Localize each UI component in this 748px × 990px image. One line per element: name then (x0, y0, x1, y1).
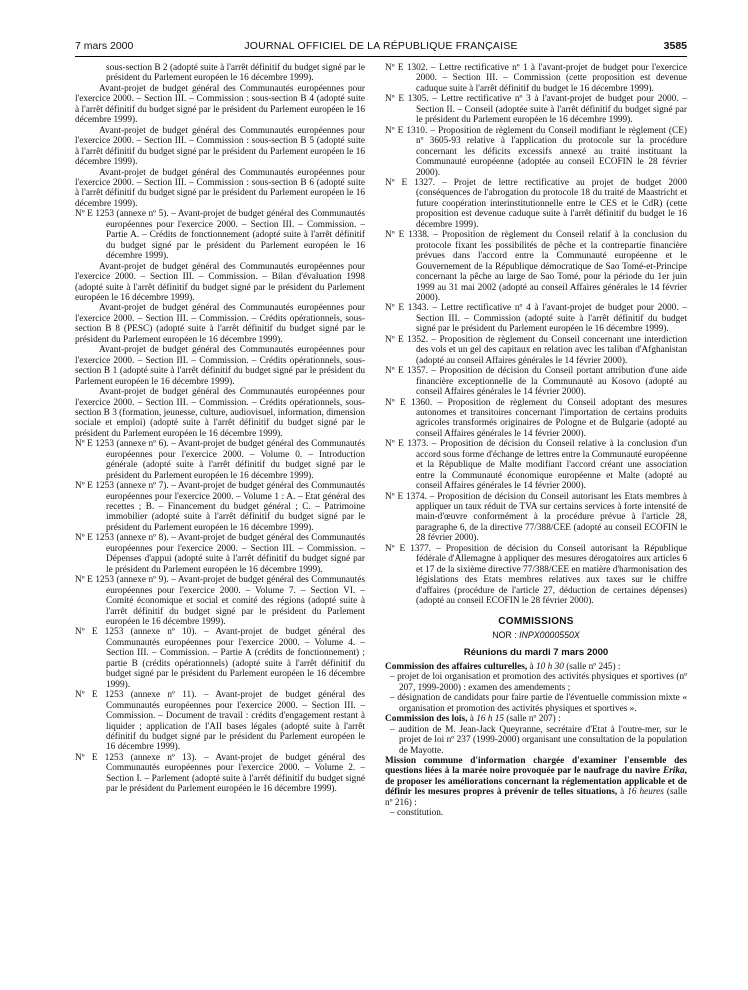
document-entry: Nº E 1338. – Proposition de règlement du Conseil relatif à la conclusion du protocole fixant les possibilités de pêche et la contrepartie financière prévues dans l'accord entre la Communauté européenne et le Gouvernement de la République démocratique de Sao Tomé-et-Principe concernant la pêche au large de Sao Tomé, pour la période du 1er juin 1999 au 31 mai 2002 (adopté au conseil Affaires générales le 14 février 2000). (385, 230, 687, 303)
entry-paragraph: Avant-projet de budget général des Communautés européennes pour l'exercice 2000. – Section III. – Commission. – Crédits opérationnels, sous-section B 8 (PESC) (adopté suite à l'arrêt définitif du budget signé par le président du Parlement européen le 16 décembre 1999). (75, 303, 365, 345)
running-header (75, 40, 687, 54)
header-rule (75, 56, 687, 57)
document-entry: Nº E 1253 (annexe nº 11). – Avant-projet de budget général des Communautés européennes pour l'exercice 2000. – Section III. – Commission. – Document de travail : crédits d'engagement restant à liquider ; application de l'AII bases légales (adopté suite à l'arrêt définitif du budget signé par le président du Parlement européen le 16 décembre 1999). (75, 690, 365, 753)
agenda-item: – constitution. (390, 808, 444, 819)
right-entries (385, 63, 687, 607)
commission-culturelles: Commission des affaires culturelles, à 10 h 30 (salle nº 245) : (385, 661, 621, 672)
agenda-item: – désignation de candidats pour faire partie de l'éventuelle commission mixte « organisation et promotion des activités physiques et sportives ». (390, 693, 687, 714)
meeting-heading: Réunions du mardi 7 mars 2000 (463, 647, 609, 659)
document-entry: Nº E 1377. – Proposition de décision du Conseil autorisant la République fédérale d'Allemagne à appliquer des mesures dérogatoires aux articles 6 et 17 de la sixième directive 77/388/CEE en matière d'harmonisation des législations des Etats membres relatives aux taxes sur le chiffre d'affaires (procédure de l'article 27, déduction de certaines dépenses) (adopté au conseil ECOFIN le 28 février 2000). (385, 543, 687, 607)
document-entry: Nº E 1253 (annexe nº 5). – Avant-projet de budget général des Communautés européennes pour l'exercice 2000. – Section III. – Commission. – Partie A. – Crédits de fonctionnement (adopté suite à l'arrêt définitif du budget signé par le président du Parlement européen le 16 décembre 1999). (75, 209, 365, 262)
document-entry: Nº E 1327. – Projet de lettre rectificative au projet de budget 2000 (conséquences de l'abrogation du protocole 18 du traité de Maastricht et future coopération interinstitutionnelle entre le CES et le CdR) (cette proposition est devenue caduque suite à l'arrêt définitif du budget le 16 décembre 1999). (385, 177, 687, 230)
agenda-item: – projet de loi organisation et promotion des activités physiques et sportives (nº 207, 1999-2000) : examen des amendements ; (390, 672, 687, 693)
entry-paragraph: Avant-projet de budget général des Communautés européennes pour l'exercice 2000. – Section III. – Commission. – Bilan d'évaluation 1998 (adopté suite à l'arrêt définitif du budget signé par le président du Parlement européen le 16 décembre 1999). (75, 261, 365, 303)
document-entry: Nº E 1360. – Proposition de règlement du Conseil adoptant des mesures autonomes et transitoires concernant l'importation de certains produits agricoles transformés originaires de Pologne et de Bulgarie (adopté au conseil Affaires générales le 14 février 2000). (385, 397, 687, 439)
document-entry: Nº E 1302. – Lettre rectificative nº 1 à l'avant-projet de budget pour l'exercice 2000. – Section III. – Commission (cette proposition est devenue caduque suite à l'arrêt définitif du budget le 16 décembre 1999). (385, 63, 687, 94)
entry-paragraph: Avant-projet de budget général des Communautés européennes pour l'exercice 2000. – Section III. – Commission. – Crédits opérationnels, sous-section B 1 (adopté suite à l'arrêt définitif du budget signé par le président du Parlement européen le 16 décembre 1999). (75, 345, 365, 387)
right-column (385, 63, 687, 819)
document-entry: Nº E 1253 (annexe nº 6). – Avant-projet de budget général des Communautés européennes pour l'exercice 2000. – Volume 0. – Introduction générale (adopté suite à l'arrêt définitif du budget signé par le président du Parlement européen le 16 décembre 1999). (75, 439, 365, 481)
document-entry: Nº E 1253 (annexe nº 8). – Avant-projet de budget général des Communautés européennes pour l'exercice 2000. – Section III. – Commission. – Dépenses d'appui (adopté suite à l'arrêt définitif du budget signé par le président du Parlement européen le 16 décembre 1999). (75, 533, 365, 575)
document-entry: Nº E 1253 (annexe nº 9). – Avant-projet de budget général des Communautés européennes pour l'exercice 2000. – Volume 7. – Section VI. – Comité économique et social et comité des régions (adopté suite à l'arrêt définitif du budget signé par le président du Parlement européen le 16 décembre 1999). (75, 575, 365, 628)
document-entry: Nº E 1373. – Proposition de décision du Conseil relative à la conclusion d'un accord sous forme d'échange de lettres entre la Communauté européenne et la République de Malte modifiant l'accord créant une association entre la Communauté économique européenne et Malte (adopté au conseil Affaires générales le 14 février 2000). (385, 439, 687, 492)
header-title: JOURNAL OFFICIEL DE LA RÉPUBLIQUE FRANÇAISE (244, 40, 518, 52)
commission-lois: Commission des lois, à 16 h 15 (salle nº 207) : (385, 714, 561, 725)
nor-reference: NOR : INPX0000550X (492, 630, 580, 641)
left-column (75, 63, 365, 795)
header-date: 7 mars 2000 (75, 40, 134, 52)
header-page-number: 3585 (663, 40, 687, 52)
entry-paragraph: Avant-projet de budget général des Communautés européennes pour l'exercice 2000. – Section III. – Commission : sous-section B 5 (adopté suite à l'arrêt définitif du budget signé par le président du Parlement européen le 16 décembre 1999). (75, 125, 365, 168)
commissions-heading: COMMISSIONS (498, 615, 574, 627)
entry-paragraph: Avant-projet de budget général des Communautés européennes pour l'exercice 2000. – Section III. – Commission : sous-section B 4 (adopté suite à l'arrêt définitif du budget signé par le président du Parlement européen le 16 décembre 1999). (75, 83, 365, 126)
entry-paragraph: Avant-projet de budget général des Communautés européennes pour l'exercice 2000. – Section III. – Commission : sous-section B 6 (adopté suite à l'arrêt définitif du budget signé par le président du Parlement européen le 16 décembre 1999). (75, 167, 365, 209)
document-entry: Nº E 1352. – Proposition de règlement du Conseil concernant une interdiction des vols et un gel des capitaux en relation avec les taliban d'Afghanistan (adopté au conseil Affaires générales le 14 février 2000). (385, 334, 687, 366)
document-entry: Nº E 1357. – Proposition de décision du Conseil portant attribution d'une aide financière exceptionnelle de la Communauté au Kosovo (adopté au conseil Affaires générales le 14 février 2000). (385, 366, 687, 398)
document-entry: Nº E 1253 (annexe nº 13). – Avant-projet de budget général des Communautés européennes pour l'exercice 2000. – Volume 2. – Section I. – Parlement (adopté suite à l'arrêt définitif du budget signé par le président du Parlement européen le 16 décembre 1999). (75, 752, 365, 795)
document-entry: Nº E 1310. – Proposition de règlement du Conseil modifiant le règlement (CE) nº 3605-93 relative à l'application du protocole sur la procédure concernant les déficits excessifs annexé au traité instituant la Communauté européenne (adoptée au conseil ECOFIN le 28 février 2000). (385, 125, 687, 178)
document-entry: Nº E 1305. – Lettre rectificative nº 3 à l'avant-projet de budget pour 2000. – Section II. – Conseil (adoptée suite à l'arrêt définitif du budget signé par le président du Parlement européen le 16 décembre 1999). (385, 94, 687, 126)
entry-paragraph: sous-section B 2 (adopté suite à l'arrêt définitif du budget signé par le président du Parlement européen le 16 décembre 1999). (106, 63, 365, 84)
document-entry: Nº E 1253 (annexe nº 7). – Avant-projet de budget général des Communautés européennes pour l'exercice 2000. – Volume 1 : A. – Etat général des recettes ; B. – Financement du budget général ; C. – Patrimoine immobilier (adopté suite à l'arrêt définitif du budget signé par le président du Parlement européen le 16 décembre 1999). (75, 481, 365, 533)
commissions-section (385, 617, 687, 819)
document-entry: Nº E 1343. – Lettre rectificative nº 4 à l'avant-projet de budget pour 2000. – Section III. – Commission (adopté suite à l'arrêt définitif du budget signé par le président du Parlement européen le 16 décembre 1999). (385, 303, 687, 335)
mission-erika: Mission commune d'information chargée d'examiner l'ensemble des questions liées à la marée noire provoquée par le naufrage du navire Erika, de proposer les améliorations concernant la réglementation applicable et de définir les mesures propres à prévenir de telles situations, à 16 heures (salle nº 216) : (385, 756, 688, 808)
agenda-item: – audition de M. Jean-Jack Queyranne, secrétaire d'Etat à l'outre-mer, sur le projet de loi nº 237 (1999-2000) organisant une consultation de la population de Mayotte. (390, 724, 687, 756)
document-entry: Nº E 1253 (annexe nº 10). – Avant-projet de budget général des Communautés européennes pour l'exercice 2000. – Volume 4. – Section III. – Commission. – Partie A (crédits de fonctionnement) ; partie B (crédits opérationnels) (adopté suite à l'arrêt définitif du budget signé par le président du Parlement européen le 16 décembre 1999). (75, 627, 365, 690)
entry-paragraph: Avant-projet de budget général des Communautés européennes pour l'exercice 2000. – Section III. – Commission. – Crédits opérationnels, sous-section B 3 (formation, jeunesse, culture, audiovisuel, information, dimension sociale et emploi) (adopté suite à l'arrêt définitif du budget signé par le président du Parlement européen le 16 décembre 1999). (75, 387, 365, 439)
document-entry: Nº E 1374. – Proposition de décision du Conseil autorisant les Etats membres à appliquer un taux réduit de TVA sur certains services à forte intensité de main-d'œuvre conformément à la procédure prévue à l'article 28, paragraphe 6, de la directive 77/388/CEE (adopté au conseil ECOFIN le 28 février 2000). (385, 491, 687, 544)
